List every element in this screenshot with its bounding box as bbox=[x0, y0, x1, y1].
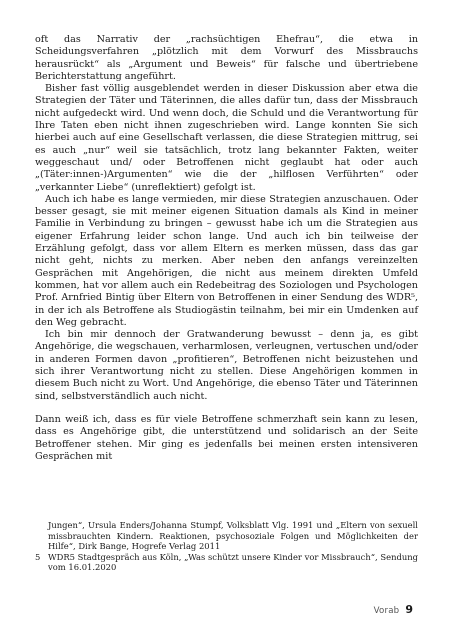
section-label: Vorab bbox=[373, 606, 400, 616]
footnotes bbox=[35, 520, 418, 573]
footnote-continued: Jungen“, Ursula Enders/Johanna Stumpf, Volksblatt Vlg. 1991 und „Eltern von sexuell missbrauchten Kindern. Reaktionen, psychosoziale Folgen und Möglichkeiten der Hilfe“, Dirk Bange, Hogrefe Verlag 2011 bbox=[48, 520, 418, 551]
paragraph: oft das Narrativ der „rachsüchtigen Ehefrau“, die etwa in Scheidungsverfahren „plötzlich mit dem Vorwurf des Missbrauchs herausrückt“ als „Argument und Beweis“ für falsche und übertriebene Berichterstattung angeführt. bbox=[35, 34, 418, 82]
main-text bbox=[35, 34, 418, 463]
page-footer bbox=[374, 603, 413, 616]
footnote-text: WDR5 Stadtgespräch aus Köln, „Was schützt unsere Kinder vor Missbrauch“, Sendung vom 16.01.2020 bbox=[48, 551, 418, 572]
paragraph: Ich bin mir dennoch der Gratwanderung bewusst – denn ja, es gibt Angehörige, die wegschauen, verharmlosen, verleugnen, vertuschen und/oder in anderen Formen davon „profitieren“, Betroffenen nicht beizustehen und sich ihrer Verantwortung nicht zu stellen. Diese Angehörigen kommen in diesem Buch nicht zu Wort. Und Angehörige, die ebenso Täter und Täterinnen sind, selbstverständlich auch nicht. bbox=[35, 329, 418, 402]
section-gap bbox=[35, 403, 418, 414]
footnote-number: 5 bbox=[35, 551, 41, 562]
page-number: 9 bbox=[405, 603, 413, 616]
paragraph: Dann weiß ich, dass es für viele Betroffene schmerzhaft sein kann zu lesen, dass es Angehörige gibt, die unterstützend und solidarisch an der Seite Betroffener stehen. Mir ging es jedenfalls bei meinen ersten intensiveren Gesprächen mit bbox=[35, 413, 418, 462]
footnote-5 bbox=[35, 552, 418, 573]
paragraph: Auch ich habe es lange vermieden, mir diese Strategien anzuschauen. Oder besser gesagt, sie mit meiner eigenen Situation damals als Kind in meiner Familie in Verbindung zu bringen – gewusst habe ich um die Strategien aus eigener Erfahrung leider schon lange. Und auch ich bin teilweise der Erzählung gefolgt, dass vor allem Eltern es merken müssen, dass das gar nicht geht, nichts zu merken. Aber neben den anfangs vereinzelten Gesprächen mit Angehörigen, die nicht aus meinem direkten Umfeld kommen, hat vor allem auch ein Redebeitrag des Soziologen und Psychologen Prof. Arnfried Bintig über Eltern von Betroffenen in einer Sendung des WDR⁵, in der ich als Betroffene als Studiogästin teilnahm, bei mir ein Umdenken auf den Weg gebracht. bbox=[35, 193, 418, 328]
paragraph: Bisher fast völlig ausgeblendet werden in dieser Diskussion aber etwa die Strategien der Täter und Täterinnen, die alles dafür tun, dass der Missbrauch nicht aufgedeckt wird. Und wenn doch, die Schuld und die Verantwortung für Ihre Taten eben nicht ihnen zugeschrieben wird. Lange konnten Sie sich hierbei auch auf eine Gesellschaft verlassen, die diese Strategien mittrug, sei es auch „nur“ weil sie tatsächlich, trotz lang bekannter Fakten, weiter weggeschaut und/ oder Betroffenen nicht geglaubt hat oder auch „(Täter:innen-)Argumenten“ wie die der „hilflosen Verführten“ oder „verkannter Liebe“ (unreflektiert) gefolgt ist. bbox=[35, 83, 418, 193]
